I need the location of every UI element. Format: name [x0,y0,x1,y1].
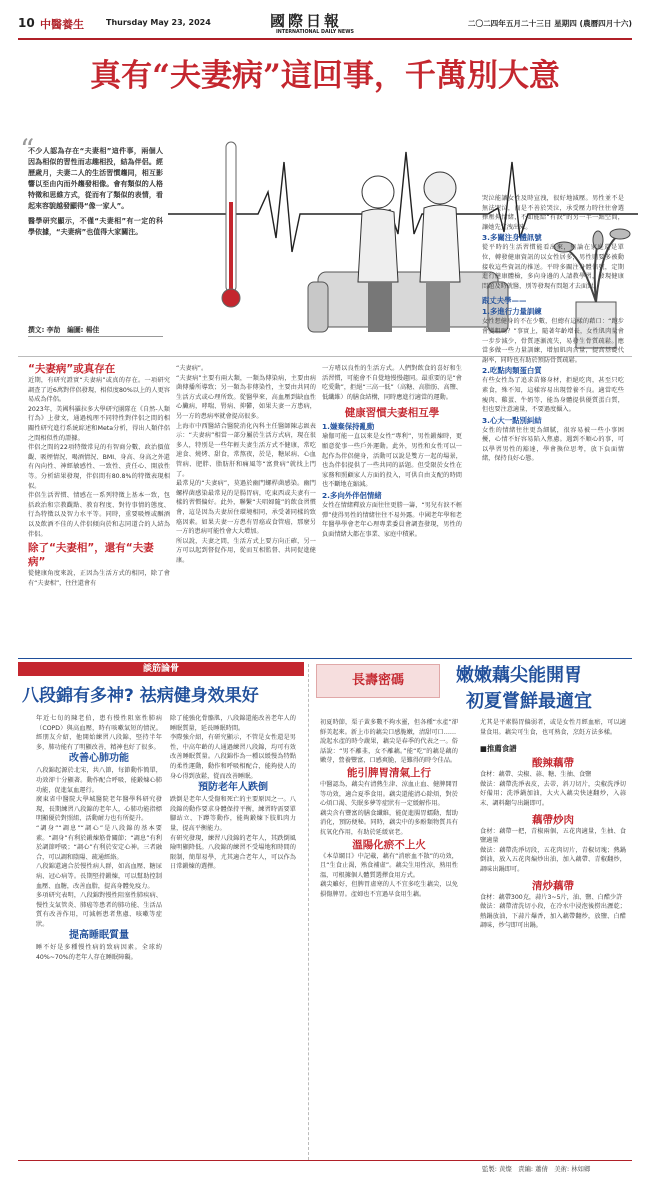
heading-sleep-quality: 提高睡眠質量 [69,930,129,942]
article2-banner [18,662,304,676]
paragraph: 女性在情緒釋放方面往往更勝一籌，“男兒有淚不輕彈”使得男性的情緒往往不易外露。中國老年學和老年醫學學會老年心理專業委員會調查發現，男性的負面情緒大都在事業、家庭中積累。 [322,501,462,538]
heading-warm-yang: 溫陽化瘀不上火 [352,838,426,851]
paper-name: 國際日報 [270,12,343,30]
paragraph: 女性的情緒往往更為細膩，很容易被一些小事困擾，心情不好容易陷入焦慮。遇到不順心的事，可以學習男性的豁達，學會換位思考，放下負面情緒，保持良好心態。 [482,426,624,463]
paragraph: 有研究發現，練習八段錦的老年人，其跌倒風險明顯降低。八段錦的練習不受場地和時間的限制，簡單易學，尤其適合老年人，可以作為日常鍛煉的選擇。 [170,834,296,871]
heading-healthy-habits: 健康習慣夫妻相互學 [344,407,440,420]
credits: 監製: 黄燦 責編: 蕭倩 美術: 林如卿 [482,1165,591,1173]
recipe-steps: 做法：藕帶洗淨切段，五花肉切片，青椒切塊；熱鍋倒油，放入五花肉煸炒出油，加入藕帶、青椒翻炒，調味出鍋即可。 [480,846,626,873]
article3-title-line1: 嫩嫩藕尖能開胃 [456,665,582,686]
subheading: 1.嫌棄保持亂動 [322,422,375,432]
paragraph: 李際強介紹，有研究顯示，不管是女性還是男性，中高年齡的人通過練習八段錦，均可有效改善睡眠質量。八段錦作為一種以緩慢為特點的柔性運動，動作和呼吸相配合，能夠使人的身心得到放鬆，從而改善睡眠。 [170,734,296,780]
subheading: 跟丈夫學—— [482,296,527,306]
date-chinese: 二〇二四年五月二十三日 星期四 (農曆四月十六) [467,19,632,28]
recipe-ingredients: 食材：藕帶、尖椒、蒜、糖、生抽、食鹽 [480,771,592,779]
paragraph: 伴侶生活習慣、情感在一系列特徵上基本一致，包括政治和宗教觀點、教育程度、對待事情的態度、行為特徵以及智力水平等。同時，重要吸煙或酗酒以及飲酒不佳的人伴侶傾向於和志同道合的人結為伴侶。 [28,492,170,538]
paragraph: 初夏時節，栗子黃多數不夠水靈，但各種“水產”卻鮮美起來。新上市的藕尖口感脆嫩，清甜可口…… [320,719,458,736]
column-divider [308,664,309,1160]
article3-col2 [480,718,626,931]
article3-title-line2: 初夏嘗鮮最適宜 [466,691,592,712]
subheading: 3.多關注身體訊號 [482,233,542,243]
paragraph: 有些女性為了追求苗條身材，拒絕吃肉，甚至只吃素食，殊不知，這樣容易出現營養不良。適當吃些瘦肉、雞蛋、牛奶等，能為身體提供優質蛋白質，但也要注意適量，不要過度攝入。 [482,377,624,414]
recipe-ingredients: 食材：藕帶一把，青椒兩個，五花肉適量，生抽、食鹽適量 [480,827,626,845]
paragraph: 睡不好是多種慢性病的致病因素。全球約40%~70%的老年人存在睡眠障礙。 [36,944,162,962]
quote-mark: “ [20,133,35,166]
subheading: 1.多進行力量訓練 [482,307,542,317]
paragraph: 從健康角度來說，正因為生活方式的相同，除了會有“夫妻相”，往往還會有 [28,570,170,587]
paragraph: 藕尖含有豐富的膳食纖維，能促進腸胃蠕動，幫助消化，預防便秘。同時，藕尖中的多酚類物質具有抗氧化作用，有助於延緩衰老。 [320,809,458,836]
paragraph: 所以說，夫妻之間，生活方式上要方向正確，另一方可以起到督促作用，從而互相監督、共同促進健康。 [176,537,316,564]
paragraph: 瑜伽可能一直以來是女性“專利”，男性鍛煉時，更願意從事一些戶外運動。此外，男性和女性可以一起作為伴侶健身，活動可以說是雙方一起的場景，也為伴侶提供了一些共同的話題。但受限於女性在家務和照顧家人方面的投入，可供自由支配的時間也不斷地在縮減。 [322,433,462,489]
paragraph: 從平時的生活習慣能看出來，無論在家庭還是單位，轉發健康資訊的以女性居多，男性則要多被動接收這些資訊的推送。平時多關注身體信號，定期進行健康體檢，多向身邊的人請教學習，發現健康問題及時就醫，別等發現有問題才去面對。 [482,244,624,290]
author-line: 撰文: 李劼 編圖: 楊佳 [28,326,100,334]
lead-paragraph [28,146,163,238]
recipe-steps: 做法：藕帶洗淨表皮，去蒂，斜刀切片，尖椒洗淨切好備用；洗淨鍋加油，大火入藕尖快速翻炒，入蒜末、調料翻勻出鍋即可。 [480,780,626,807]
paragraph: 跌倒是老年人受傷和死亡的主要原因之一。八段錦的動作要求身體保持平衡，練習時需要單腳站立、下蹲等動作，能夠鍛煉下肢肌肉力量，提高平衡能力。 [170,796,296,832]
article3-banner [316,664,440,698]
paragraph: 一方嗜以良性的生活方式。人們對飲食的喜好和生活習慣，可能會不自覺地慢慢趨同。最重要的是“會吃愛動”，拒絕“三高一低”（高糖、高脂肪、高鹽、低纖維）的膳食結構，同時應進行適當的運動。 [322,365,462,401]
paragraph: 伴侶之間的22項特徵常見的有智商分數、政治價值觀、吸煙情況、喝酒情況、BMI、身高、身高之外還有內向性、神經敏感性、一致性、責任心、開放性等。分析結果發現，伴侶間有80.8%的特徵表現相似。 [28,444,170,490]
paragraph: 中醫認為，藕尖有清熱生津、涼血止血、健脾開胃等功效，適合夏季食用。藕尖還能清心除煩，對於心煩口渴、失眠多夢等症狀有一定緩解作用。 [320,780,458,808]
lead-text: 不少人認為存在“夫妻相”這件事，兩個人因為相似的習性而志趣相投，結為伴侶。經歷歲月，夫妻二人的生活習慣趨同，相互影響以至由內而外趨發相像。會有類似的人格特徵和思維方式，從而有了類似的表情，看起來容貌越發顯得“像一家人”。 [28,147,163,210]
recipe-title: 藕帶炒肉 [532,813,574,826]
paragraph: 說起水產的時令蔬果，藕尖是春季的代表之一。俗話說：“男不離韭，女不離藕。”能“吃”的藕是藕的嫩芽，營養豐富，口感爽脆，是難得的時令佳品。 [320,738,458,765]
heading-heart-lung: 改善心肺功能 [69,753,129,765]
article1-col3 [322,364,462,539]
paragraph: 藕尖雖好，但脾胃虛寒的人不宜多吃生藕尖，以免損傷脾胃。產婦也不宜過早食用生藕。 [320,881,458,898]
banner-label: 長壽密碼 [351,673,404,688]
paragraph: 《本草綱目》中記載，藕有“消瘀血不散”的功效，且“生食止渴，熟食補虛”。藕尖生用性涼，熟用性溫，可根據個人體質選擇食用方式。 [320,852,458,879]
banner-label: 談筋論骨 [142,664,179,674]
paragraph: 尤其是平素腸胃偏弱者，或是女性月經血瘀，可以適量食用。藕尖可生食，也可熟食，烹飪方法多樣。 [480,719,626,736]
paragraph: 八段錦還適合於慢性病人群，如高血壓、糖尿病、冠心病等。長期堅持鍛煉，可以幫助控制血壓、血糖，改善血脂，提高身體免疫力。 [36,863,162,890]
recipe-title: 酸辣藕帶 [532,757,574,770]
paragraph: 女性想健身的不在少數，但總有這樣的藉口：“跑步會變粗嗎？”事實上，隨著年齡增長，女性肌肉量會一步步減少，骨質逐漸流失，易發生骨質疏鬆。應當多做一些力量訓練，增加肌肉含量，提高基礎代謝率，同時也有助於預防骨質疏鬆。 [482,318,624,364]
section-name: 中醫養生 [40,18,84,31]
paragraph: 廣東省中醫院大學城醫院老年醫學科研究發現，長期練習八段錦的老年人，心肺功能指標明顯優於對照組，活動耐力也有所提升。 [36,796,162,823]
paragraph: “夫妻病”。 [176,365,208,372]
paragraph: “調身”“調息”“調心”是八段錦的基本要素。“調身”有利於鍛煉筋骨關節；“調息”有利於調節呼吸；“調心”有利於安定心神。三者融合，可以調和陰陽、疏通經絡。 [36,824,162,861]
heading-prevent-falls: 預防老年人跌倒 [198,782,268,794]
subheading: 3.心大一點別糾結 [482,415,542,425]
paragraph: 最常見的“夫妻病”，莫過於幽門螺桿菌感染。幽門螺桿菌感染最常見的是腸胃病，吃東西或夫妻有一樣的習慣偏好。此外，聯繫“夫唱婦隨”的飲食習慣會，這是因為夫妻居住環境相同，承受著同樣的致癌因素。如果夫妻一方患有胃癌或食管癌，那麼另一方的患病可能性會大大增加。 [176,480,316,536]
lead-text-2: 醫學研究顯示，不僅“夫妻相”有一定的科學依據，“夫妻病”也值得大家關注。 [28,217,163,236]
thermometer-icon [222,142,240,307]
paragraph: 哭泣能讓女性及時宣洩，很好地減壓。男性並不是無法哭泣，而是不善於哭泣，承受壓力時往往會選擇壓抑情緒，不如能給“有淚”的另一半一點空間，讓她先宣洩出來。 [482,195,624,231]
paragraph: 近期，有研究證實“夫妻病”或真的存在。一項研究調查了近6萬對伴侶發現，相似度80%以上的人更容易成為伴侶。 [28,377,170,404]
paragraph: 八段錦起源於北宋，共八節，每節動作簡單，功效卻十分顯著。動作配合呼吸，能鍛煉心肺功能，促進氣血運行。 [36,767,162,794]
article2-col2 [170,714,296,872]
date-english: Thursday May 23, 2024 [106,18,211,27]
paragraph: 上海市中西醫結合醫院消化內科主任醫師陳志級表示：“夫妻病”相當一部分屬於生活方式病，現在很多人，特別是一些年輕夫妻生活方式不健康，常吃速食、燒烤、甜食，常熬夜，於是，糖尿病、心血管病、肥胖、脂肪肝和痛風等“富貴病”就找上門了。 [176,422,316,478]
headline: 真有“夫妻病”這回事，千萬別大意 [90,58,560,94]
paragraph: 年近七旬的陳老伯，患有慢性阻塞性肺病（COPD）與高血壓，時有咳嗽氣短的情況。經朋友介紹，他開始練習八段錦，堅持半年多，肺功能有了明顯改善，精神也好了很多。 [36,715,162,751]
recipe-title: 清炒藕帶 [532,879,574,892]
recipe-header: ■推薦食譜 [480,744,517,754]
author-rule [28,336,163,337]
header-rule [18,38,632,40]
heading-besides-couple: 除了“夫妻相”，還有“夫妻病” [28,542,154,569]
heading-spleen-stomach: 能引脾胃清氣上行 [347,766,431,779]
recipe-ingredients: 食材：藕帶300克，蒜片3~5片，油、鹽、白醋少許 [480,893,623,901]
article3-col1 [320,718,458,900]
subheading: 2.多向外伴侶情緒 [322,490,382,500]
article1-col1 [28,362,170,588]
section-rule [18,658,632,659]
subheading: 2.吃點肉類蛋白質 [482,366,542,376]
recipe-steps: 做法：藕帶清洗切小段，在冷水中浸泡後撈出瀝乾；熱鍋放油，下蒜片爆香，加入藕帶翻炒，放鹽、白醋調味，炒勻即可出鍋。 [480,903,626,930]
heading-couple-disease: “夫妻病”或真存在 [28,363,116,375]
article1-col4 [482,194,624,464]
paragraph: 2023年，美國科羅拉多大學研究團隊在《自然-人類行為》上發文，通過梳理不同特性對伴侶之間的相關性研究進行系統綜述和Meta分析，得出人類伴侶之間相似性的證據。 [28,405,170,442]
paper-name-english: INTERNATIONAL DAILY NEWS [276,30,354,35]
sofa-icon [308,272,508,332]
paragraph: 除了能強化骨骼肌，八段錦還能改善老年人的睡眠質量，延長睡眠時間。 [170,715,296,732]
article1-col2 [176,364,316,565]
page-header [18,8,632,40]
article2-title: 八段錦有多神? 祛病健身效果好 [22,686,259,706]
paragraph: 多項研究表明，八段錦對慢性阻塞性肺疾病、慢性支氣管炎、肺癌等患者的肺功能、生活品質有改善作用，可減輕患者焦慮、咳嗽等症狀。 [36,892,162,928]
page-number: 10 [18,16,35,30]
paragraph: “夫妻病”主要有兩大類，一類為傳染病，主要由病菌傳播所導致；另一類為非傳染性，主要由共同的生活方式或心理所致。從醫學來，高血壓到缺血性心臟病，哮喘、腎病、抑鬱，如果夫妻一方患病，另一方的患病率就會提高很多。 [176,374,316,420]
article2-col1 [36,714,162,963]
footer-rule [18,1160,632,1161]
